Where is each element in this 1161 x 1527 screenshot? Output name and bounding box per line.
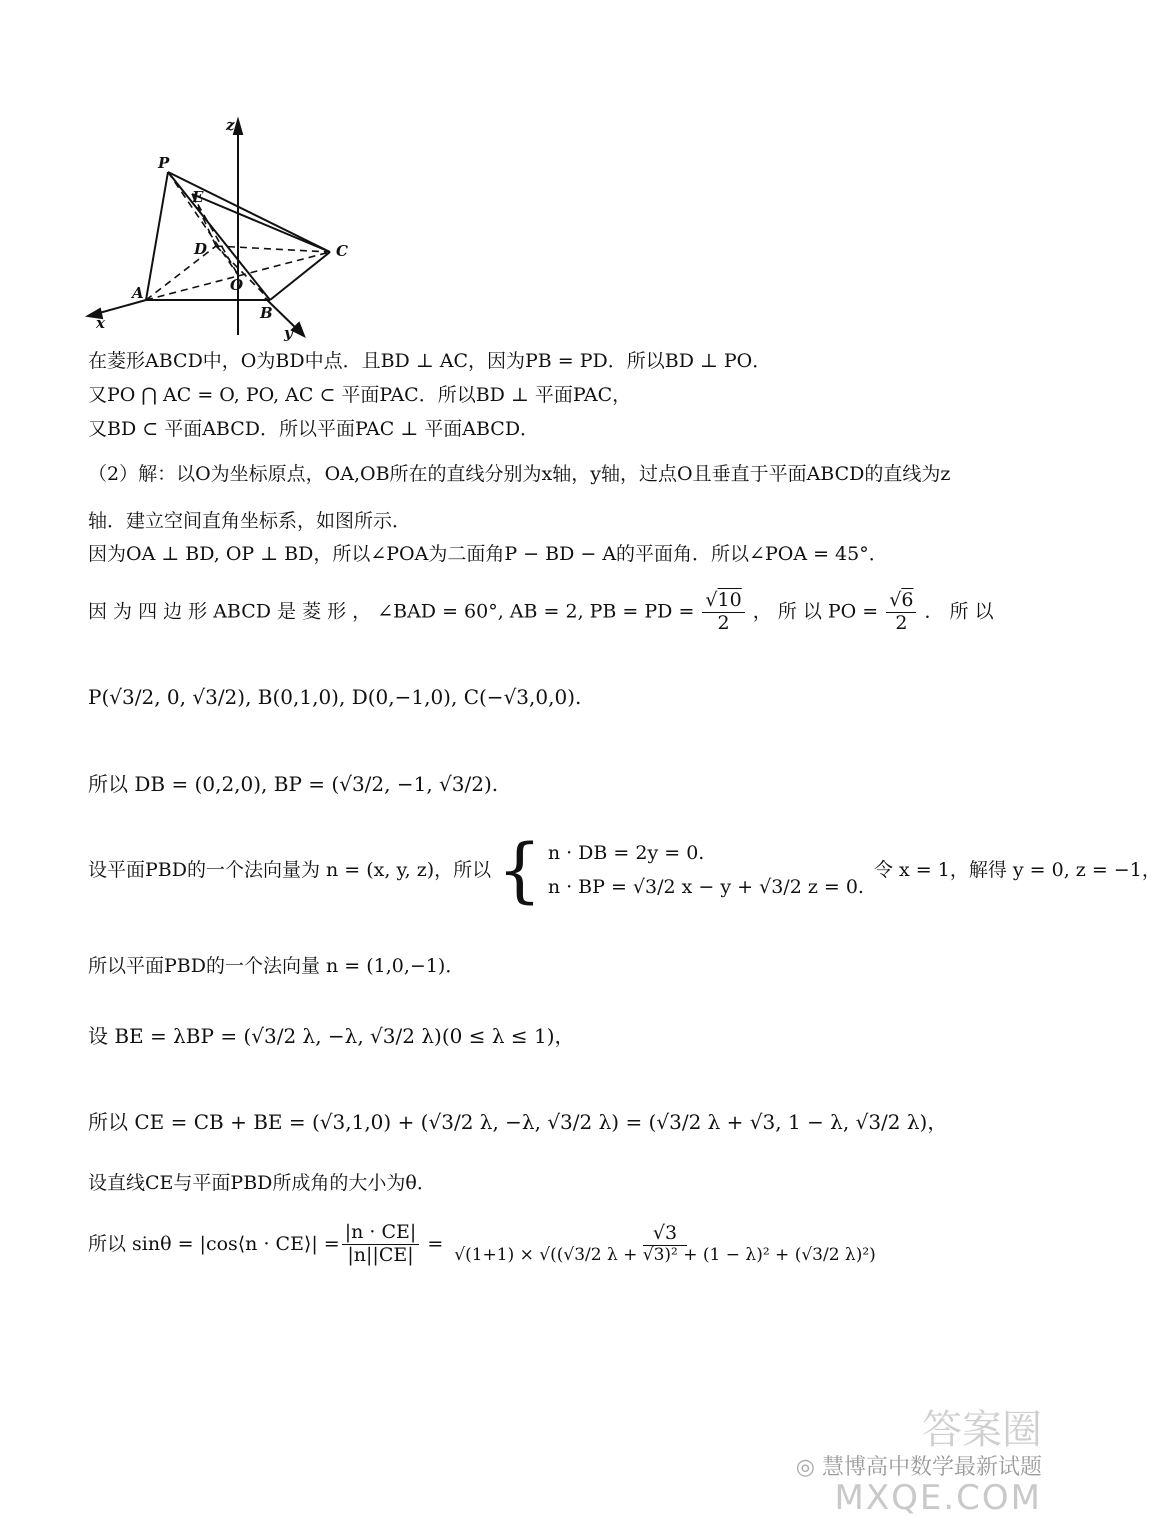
wechat-icon: ◎ (795, 1455, 815, 1480)
watermark-brand-text: 慧博高中数学最新试题 (821, 1455, 1042, 1480)
equals-sign: = (427, 1232, 444, 1255)
vectors-db-bp-line: 所以 DB = (0,2,0), BP = (√3/2, −1, √3/2). (88, 772, 499, 796)
system-brace: { (497, 829, 542, 912)
label-B: B (260, 304, 273, 322)
text-line-5: 轴．建立空间直角坐标系，如图所示． (88, 510, 412, 532)
text-line-3: 又BD ⊂ 平面ABCD．所以平面PAC ⊥ 平面ABCD． (88, 418, 540, 440)
text-line-4: （2）解：以O为坐标原点，OA,OB所在的直线分别为x轴，y轴，过点O且垂直于平面ABCD的直线为z (88, 463, 951, 485)
label-z: z (226, 116, 235, 134)
sin-theta-line (88, 1222, 881, 1267)
label-E: E (192, 188, 204, 206)
geometry-figure (80, 110, 380, 340)
label-D: D (194, 240, 208, 258)
theta-definition-line: 设直线CE与平面PBD所成角的大小为θ． (88, 1172, 436, 1194)
vector-ce-line: 所以 CE = CB + BE = (√3,1,0) + (√3/2 λ, −λ, √3/2 λ) = (√3/2 λ + √3, 1 − λ, √3/2 λ)， (88, 1110, 948, 1134)
normal-vector-system-line (88, 829, 1161, 912)
label-y: y (284, 324, 293, 342)
watermark-site: MXQE.COM (834, 1478, 1042, 1518)
system-eq-1: n · DB = 2y = 0. (547, 842, 705, 864)
frac2-num: 6 (901, 589, 914, 611)
coordinates-line: P(√3/2, 0, √3/2), B(0,1,0), D(0,−1,0), C(−√3,0,0). (88, 685, 582, 709)
frac1-num: 10 (717, 589, 742, 611)
text-line-1: 在菱形ABCD中，O为BD中点．且BD ⊥ AC，因为PB = PD．所以BD ⊥ PO． (88, 350, 772, 372)
fraction-sqrt10-over-2: $\frac{√10}{2}$ (702, 590, 744, 635)
fraction-final (451, 1223, 879, 1265)
fraction-sqrt6-over-2: $\frac{√6}{2}$ (886, 590, 916, 635)
normal-vector-result-line: 所以平面PBD的一个法向量 n = (1,0,−1)． (88, 955, 465, 977)
frac-nce-den: |n||CE| (347, 1243, 414, 1266)
label-x: x (96, 314, 105, 332)
frac-final-den: √(1+1) × √((√3/2 λ + √3)² + (1 − λ)² + (√3/2 λ)²) (454, 1244, 876, 1265)
fraction-nce (342, 1222, 420, 1267)
line10-part-a: 设平面PBD的一个法向量为 (88, 858, 320, 881)
frac-final-num: √3 (643, 1223, 687, 1246)
text-line-7 (88, 590, 994, 635)
line7-part-c: ． 所 以 (924, 600, 994, 623)
frac2-den: 2 (895, 611, 908, 634)
frac1-den: 2 (717, 611, 730, 634)
label-O: O (230, 276, 244, 294)
frac-nce-num: |n · CE| (342, 1222, 420, 1245)
text-line-6: 因为OA ⊥ BD, OP ⊥ BD，所以∠POA为二面角P − BD − A的平面角．所以∠POA = 45°． (88, 543, 888, 565)
system-eq-2: n · BP = √3/2 x − y + √3/2 z = 0. (547, 876, 864, 899)
line7-part-b: ， 所 以 PO = (752, 600, 879, 623)
watermark-stamp: 答案圈 (922, 1407, 1042, 1453)
watermark-brand (796, 1450, 1042, 1481)
line10-part-b: n = (x, y, z)，所以 (326, 858, 492, 881)
equation-system (548, 836, 864, 904)
line7-part-a: 因 为 四 边 形 ABCD 是 菱 形 ， ∠BAD = 60°, AB = 2, PB = PD = (88, 600, 695, 623)
label-C: C (336, 242, 348, 260)
label-A: A (132, 284, 144, 302)
watermark (795, 1407, 1042, 1518)
line15-part-a: 所以 sinθ = |cos⟨n · CE⟩| = (88, 1232, 340, 1255)
line10-part-c: 令 x = 1，解得 y = 0, z = −1， (874, 858, 1161, 881)
label-P: P (158, 154, 170, 172)
text-line-2: 又PO ⋂ AC = O, PO, AC ⊂ 平面PAC．所以BD ⊥ 平面PAC， (88, 384, 632, 406)
vector-be-line: 设 BE = λBP = (√3/2 λ, −λ, √3/2 λ)(0 ≤ λ ≤ 1)， (88, 1024, 575, 1048)
